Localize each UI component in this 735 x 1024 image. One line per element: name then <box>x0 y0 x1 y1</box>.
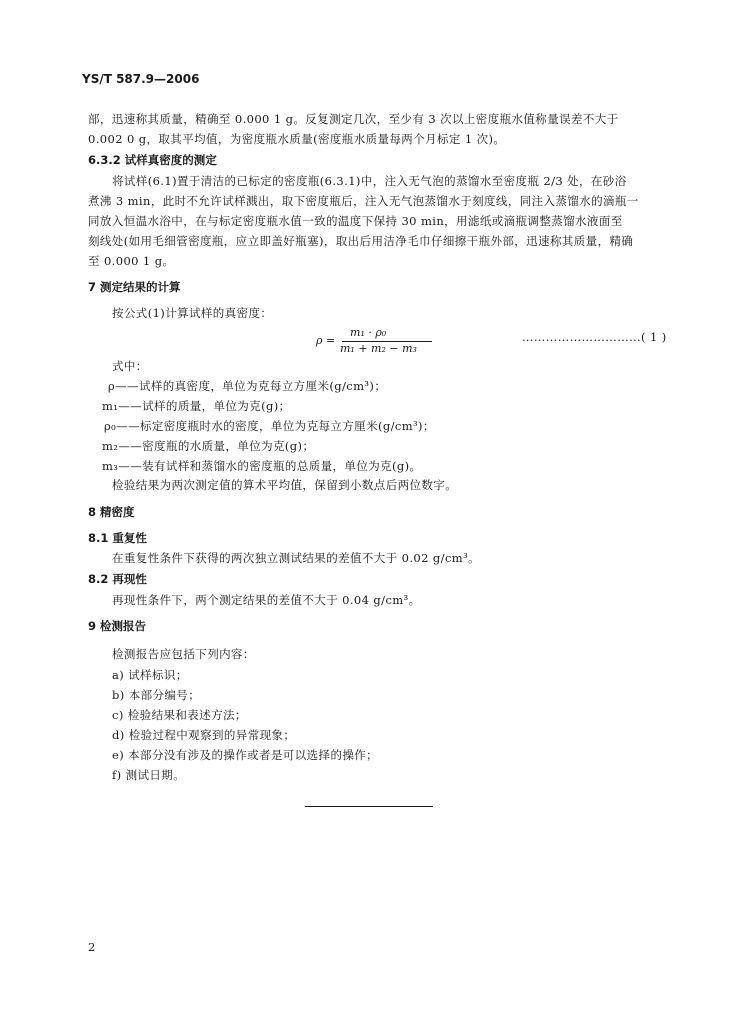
definition-rho0: ρ₀——标定密度瓶时水的密度，单位为克每立方厘米(g/cm³)； <box>104 419 435 433</box>
result-note: 检验结果为两次测定值的算术平均值，保留到小数点后两位数字。 <box>112 478 458 492</box>
definition-m2: m₂——密度瓶的水质量，单位为克(g)； <box>102 439 315 453</box>
formula-denominator: m₁ + m₂ − m₃ <box>340 342 417 355</box>
repeatability-text: 在重复性条件下获得的两次独立测试结果的差值不大于 0.02 g/cm³。 <box>112 551 481 565</box>
reproducibility-text: 再现性条件下，两个测定结果的差值不大于 0.04 g/cm³。 <box>112 593 421 607</box>
report-item: a) 试样标识； <box>112 668 188 682</box>
section-6-3-2-title: 6.3.2 试样真密度的测定 <box>88 153 217 167</box>
page-number: 2 <box>88 940 96 954</box>
section-8-1-title: 8.1 重复性 <box>88 531 147 545</box>
standard-code-header: YS/T 587.9—2006 <box>82 72 200 86</box>
formula-intro: 按公式(1)计算试样的真密度： <box>112 306 273 320</box>
section-8-2-title: 8.2 再现性 <box>88 572 147 586</box>
paragraph-line: 同放入恒温水浴中，在与标定密度瓶水值一致的温度下保持 30 min，用滤纸或滴瓶调整蒸馏水液面至 <box>88 214 623 228</box>
formula-numerator: m₁ · ρ₀ <box>350 326 387 339</box>
paragraph-line: 煮沸 3 min，此时不允许试样溅出，取下密度瓶后，注入无气泡蒸馏水于刻度线，同注入蒸馏水的滴瓶一 <box>88 194 639 208</box>
section-8-title: 8 精密度 <box>88 505 135 519</box>
report-item: e) 本部分没有涉及的操作或者是可以选择的操作； <box>112 748 379 762</box>
paragraph-line: 刻线处(如用毛细管密度瓶，应立即盖好瓶塞)，取出后用洁净毛巾仔细擦干瓶外部，迅速称其质量，精确 <box>88 234 634 248</box>
report-intro: 检测报告应包括下列内容： <box>112 647 255 661</box>
end-rule <box>305 806 433 807</box>
density-formula <box>316 326 436 356</box>
report-item: b) 本部分编号； <box>112 688 201 702</box>
definition-rho: ρ——试样的真密度，单位为克每立方厘米(g/cm³)； <box>108 379 387 393</box>
paragraph-line: 部，迅速称其质量，精确至 0.000 1 g。反复测定几次，至少有 3 次以上密度瓶水值称量误差不大于 <box>88 112 619 126</box>
where-label: 式中： <box>112 359 148 373</box>
paragraph-line: 将试样(6.1)置于清洁的已标定的密度瓶(6.3.1)中，注入无气泡的蒸馏水至密度瓶 2/3 处，在砂浴 <box>112 174 627 188</box>
paragraph-line: 至 0.000 1 g。 <box>88 254 175 268</box>
report-item: c) 检验结果和表述方法； <box>112 708 247 722</box>
section-7-title: 7 测定结果的计算 <box>88 280 181 294</box>
paragraph-line: 0.002 0 g，取其平均值，为密度瓶水质量(密度瓶水质量每两个月标定 1 次)。 <box>88 132 506 146</box>
definition-m3: m₃——装有试样和蒸馏水的密度瓶的总质量，单位为克(g)。 <box>102 459 422 473</box>
formula-equation-number: …………………………( 1 ) <box>522 330 667 344</box>
definition-m1: m₁——试样的质量，单位为克(g)； <box>102 399 291 413</box>
formula-lhs: ρ = <box>316 334 336 347</box>
report-item: d) 检验过程中观察到的异常现象； <box>112 728 296 742</box>
section-9-title: 9 检测报告 <box>88 619 147 633</box>
report-item: f) 测试日期。 <box>112 768 186 782</box>
